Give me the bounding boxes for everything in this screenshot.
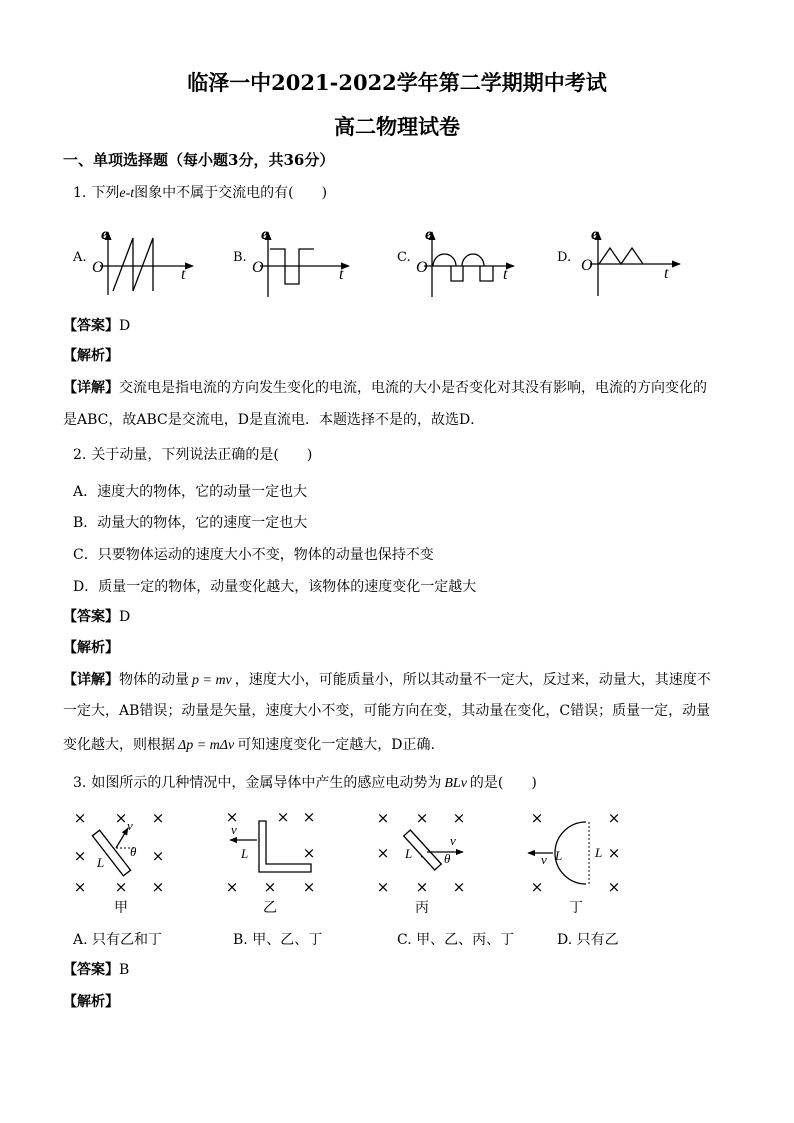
magnetic-field-cross-mark: ×	[151, 847, 165, 865]
figure-bing-angle-label: θ	[444, 851, 451, 866]
magnetic-field-cross-mark: ×	[415, 878, 429, 896]
figure-ding-length-label-left: L	[555, 848, 563, 863]
q2-detail-text-3a: 变化越大，则根据	[63, 737, 175, 753]
q3-number: 3.	[73, 775, 87, 791]
magnetic-field-cross-mark: ×	[114, 809, 128, 827]
magnetic-field-cross-mark: ×	[452, 878, 466, 896]
magnetic-field-cross-mark: ×	[530, 809, 544, 827]
q2-detail-text-1b: ，速度大小，可能质量小，所以其动量不一定大，反过来，动量大，其速度不	[234, 672, 711, 688]
graph-c-e-label: e	[425, 226, 433, 243]
graph-d-waveform	[599, 248, 643, 264]
magnetic-field-cross-mark: ×	[263, 878, 277, 896]
page-subtitle: 高二物理试卷	[334, 114, 460, 139]
magnetic-field-cross-mark: ×	[73, 809, 87, 827]
q3-stem-after: 的是( )	[469, 775, 537, 791]
magnetic-field-cross-mark: ×	[151, 878, 165, 896]
q3-analysis-label: 【解析】	[63, 994, 119, 1010]
detail-label: 【详解】	[63, 672, 119, 688]
graph-a-origin-label: O	[92, 259, 104, 276]
graph-d	[581, 226, 680, 296]
q1-stem-before: 下列	[91, 185, 120, 201]
magnetic-field-cross-mark: ×	[114, 878, 128, 896]
q2-number: 2.	[73, 447, 87, 463]
magnetic-field-cross-mark: ×	[302, 844, 316, 862]
figure-ding-caption: 丁	[569, 900, 583, 916]
q3-answer	[63, 960, 129, 980]
graph-a-t-label: t	[181, 266, 186, 283]
magnetic-field-cross-mark: ×	[225, 808, 239, 826]
q3-option-d: D. 只有乙	[557, 932, 619, 948]
figure-jia-length-label: L	[97, 855, 105, 870]
magnetic-field-cross-mark: ×	[607, 878, 621, 896]
q2-analysis-label: 【解析】	[63, 640, 119, 656]
q1-option-c-label: C.	[397, 250, 411, 265]
q2-option-b: B．动量大的物体，它的速度一定也大	[73, 515, 308, 531]
q2-stem	[73, 445, 312, 465]
q1-graphs	[0, 225, 794, 305]
q3-stem-before: 如图所示的几种情况中，金属导体中产生的感应电动势为	[91, 775, 442, 791]
magnetic-field-cross-mark: ×	[302, 808, 316, 826]
answer-label: 【答案】	[63, 609, 119, 625]
figure-yi-velocity-label: v	[231, 822, 237, 837]
magnetic-field-cross-mark: ×	[530, 878, 544, 896]
q3-option-b: B. 甲、乙、丁	[233, 932, 323, 948]
magnetic-field-cross-mark: ×	[607, 844, 621, 862]
magnetic-field-cross-mark: ×	[376, 844, 390, 862]
graph-a-waveform	[113, 238, 153, 291]
q1-answer-value: D	[119, 318, 131, 334]
q3-option-c: C. 甲、乙、丙、丁	[397, 932, 515, 948]
graph-b-e-label: e	[261, 226, 269, 243]
magnetic-field-cross-mark: ×	[302, 878, 316, 896]
graph-b	[252, 226, 349, 297]
graph-c-origin-label: O	[416, 259, 428, 276]
figure-yi-length-label: L	[241, 846, 249, 861]
figure-ding-length-label-right: L	[595, 845, 603, 860]
figure-jia-angle-label: θ	[130, 844, 137, 859]
answer-label: 【答案】	[63, 962, 119, 978]
q1-detail-text-1: 交流电是指电流的方向发生变化的电流，电流的大小是否变化对其没有影响，电流的方向变化的	[119, 380, 707, 396]
magnetic-field-cross-mark: ×	[376, 878, 390, 896]
q1-analysis-label: 【解析】	[63, 348, 119, 364]
q2-stem-text: 关于动量，下列说法正确的是( )	[91, 447, 313, 463]
q3-stem	[73, 773, 537, 793]
magnetic-field-marks	[74, 808, 621, 896]
momentum-formula: p = mv	[192, 673, 232, 688]
magnetic-field-cross-mark: ×	[607, 809, 621, 827]
figure-ding	[528, 822, 602, 916]
q1-stem	[73, 183, 327, 203]
figure-jia-velocity-label: v	[127, 818, 133, 833]
impulse-formula: Δp = mΔv	[178, 738, 235, 753]
q1-detail-line-2: 是ABC，故ABC是交流电，D是直流电．本题选择不是的，故选D．	[63, 412, 485, 428]
q3-figures	[0, 805, 794, 917]
q1-option-a-label: A.	[73, 250, 87, 265]
q1-stem-symbol: e-t	[119, 186, 135, 201]
magnetic-field-cross-mark: ×	[276, 808, 290, 826]
figure-ding-velocity-label: v	[541, 852, 547, 867]
graph-d-e-label: e	[591, 226, 599, 243]
q3-option-a: A. 只有乙和丁	[73, 932, 163, 948]
figure-yi	[230, 821, 311, 916]
q2-answer	[63, 607, 130, 627]
graph-c-waveform	[433, 254, 493, 281]
q2-detail-text-1a: 物体的动量	[119, 672, 189, 688]
answer-label: 【答案】	[63, 318, 119, 334]
magnetic-field-cross-mark: ×	[415, 809, 429, 827]
graph-c	[416, 226, 514, 297]
page-title: 临泽一中2021-2022学年第二学期期中考试	[187, 70, 607, 95]
q1-option-d-label: D.	[557, 250, 572, 265]
q2-detail-line-2: 一定大，AB错误；动量是矢量，速度大小不变，可能方向在变，其动量在变化，C错误；质量一定，动量	[63, 703, 711, 719]
q2-answer-value: D	[119, 609, 131, 625]
graph-b-t-label: t	[339, 266, 344, 283]
magnetic-field-cross-mark: ×	[151, 809, 165, 827]
magnetic-field-cross-mark: ×	[452, 809, 466, 827]
graph-d-origin-label: O	[581, 257, 593, 274]
q2-option-a: A．速度大的物体，它的动量一定也大	[73, 484, 308, 500]
detail-label: 【详解】	[63, 380, 119, 396]
q2-detail-line-3	[63, 735, 435, 755]
figure-bing-length-label: L	[405, 846, 413, 861]
graph-a	[92, 226, 193, 295]
figure-jia	[92, 818, 137, 916]
figure-bing-caption: 丙	[415, 900, 429, 916]
q3-answer-value: B	[119, 962, 130, 978]
magnetic-field-cross-mark: ×	[225, 878, 239, 896]
q1-stem-after: 图象中不属于交流电的有( )	[134, 185, 328, 201]
figure-bing-velocity-label: v	[450, 833, 456, 848]
graph-b-origin-label: O	[252, 259, 264, 276]
magnetic-field-cross-mark: ×	[73, 878, 87, 896]
q1-answer	[63, 316, 130, 336]
q2-option-d: D．质量一定的物体，动量变化越大，该物体的速度变化一定越大	[73, 579, 477, 595]
q3-stem-symbol: BLv	[444, 776, 467, 791]
graph-a-e-label: e	[101, 226, 109, 243]
q2-option-c: C．只要物体运动的速度大小不变，物体的动量也保持不变	[73, 547, 434, 563]
section-heading: 一、单项选择题（每小题3分，共36分）	[63, 151, 335, 169]
q2-detail-text-3b: 可知速度变化一定越大，D正确.	[237, 737, 435, 753]
graph-d-t-label: t	[664, 265, 669, 282]
magnetic-field-cross-mark: ×	[376, 809, 390, 827]
figure-jia-caption: 甲	[114, 900, 128, 916]
q1-detail-line-1	[63, 378, 707, 398]
q1-option-b-label: B.	[233, 250, 247, 265]
graph-c-t-label: t	[503, 266, 508, 283]
figure-bing	[404, 830, 463, 916]
magnetic-field-cross-mark: ×	[73, 847, 87, 865]
figure-yi-caption: 乙	[263, 900, 277, 916]
q2-detail-line-1	[63, 670, 711, 690]
q1-number: 1.	[73, 185, 87, 201]
